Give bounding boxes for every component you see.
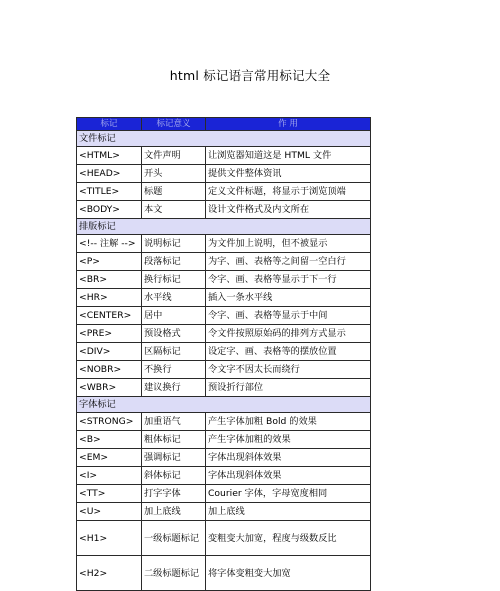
tag-cell: <BR>	[77, 271, 142, 289]
table-row	[77, 325, 371, 343]
table-row	[77, 521, 371, 556]
meaning-cell: 本文	[142, 201, 206, 219]
tag-cell: <HR>	[77, 289, 142, 307]
table-row	[77, 165, 371, 183]
tag-cell: <HEAD>	[77, 165, 142, 183]
function-cell: 预设折行部位	[206, 379, 371, 397]
tag-cell: <U>	[77, 503, 142, 521]
table-row	[77, 431, 371, 449]
function-cell: 令字、画、表格等显示于下一行	[206, 271, 371, 289]
table-row	[77, 379, 371, 397]
meaning-cell: 建议换行	[142, 379, 206, 397]
meaning-cell: 斜体标记	[142, 467, 206, 485]
table-row	[77, 343, 371, 361]
tag-reference-table	[76, 117, 371, 591]
tag-cell: <TITLE>	[77, 183, 142, 201]
table-row	[77, 467, 371, 485]
meaning-cell: 加重语气	[142, 413, 206, 431]
tag-cell: <TT>	[77, 485, 142, 503]
meaning-cell: 预设格式	[142, 325, 206, 343]
function-cell: 设定字、画、表格等的摆放位置	[206, 343, 371, 361]
function-cell: 让浏览器知道这是 HTML 文件	[206, 147, 371, 165]
tag-cell: <H1>	[77, 521, 142, 556]
function-cell: 产生字体加粗的效果	[206, 431, 371, 449]
tag-cell: <NOBR>	[77, 361, 142, 379]
table-row	[77, 485, 371, 503]
meaning-cell: 强调标记	[142, 449, 206, 467]
function-cell: 字体出现斜体效果	[206, 449, 371, 467]
tag-cell: <B>	[77, 431, 142, 449]
table-row	[77, 271, 371, 289]
meaning-cell: 换行标记	[142, 271, 206, 289]
meaning-cell: 文件声明	[142, 147, 206, 165]
meaning-cell: 加上底线	[142, 503, 206, 521]
section-row	[77, 397, 371, 413]
section-name: 字体标记	[77, 397, 371, 413]
section-name: 文件标记	[77, 131, 371, 147]
function-cell: 为文件加上说明，但不被显示	[206, 235, 371, 253]
header-meaning: 标记意义	[142, 118, 206, 131]
table-row	[77, 307, 371, 325]
function-cell: 设计文件格式及内文所在	[206, 201, 371, 219]
table-body	[77, 131, 371, 591]
meaning-cell: 居中	[142, 307, 206, 325]
meaning-cell: 二级标题标记	[142, 556, 206, 591]
meaning-cell: 粗体标记	[142, 431, 206, 449]
table-row	[77, 147, 371, 165]
meaning-cell: 一级标题标记	[142, 521, 206, 556]
tag-cell: <WBR>	[77, 379, 142, 397]
function-cell: 定义文件标题，将显示于浏览顶端	[206, 183, 371, 201]
function-cell: 变粗变大加宽，程度与级数反比	[206, 521, 371, 556]
function-cell: 令文字不因太长而绕行	[206, 361, 371, 379]
meaning-cell: 不换行	[142, 361, 206, 379]
meaning-cell: 水平线	[142, 289, 206, 307]
table-row	[77, 361, 371, 379]
tag-cell: <STRONG>	[77, 413, 142, 431]
tag-cell: <CENTER>	[77, 307, 142, 325]
meaning-cell: 区隔标记	[142, 343, 206, 361]
function-cell: 为字、画、表格等之间留一空白行	[206, 253, 371, 271]
table-row	[77, 253, 371, 271]
section-row	[77, 219, 371, 235]
table-header-row	[77, 118, 371, 131]
meaning-cell: 打字字体	[142, 485, 206, 503]
tag-cell: <HTML>	[77, 147, 142, 165]
table-row	[77, 235, 371, 253]
function-cell: 将字体变粗变大加宽	[206, 556, 371, 591]
tag-cell: <EM>	[77, 449, 142, 467]
table-row	[77, 289, 371, 307]
meaning-cell: 段落标记	[142, 253, 206, 271]
header-tag: 标记	[77, 118, 142, 131]
function-cell: Courier 字体，字母宽度相同	[206, 485, 371, 503]
tag-cell: <BODY>	[77, 201, 142, 219]
meaning-cell: 说明标记	[142, 235, 206, 253]
tag-cell: <DIV>	[77, 343, 142, 361]
section-row	[77, 131, 371, 147]
function-cell: 产生字体加粗 Bold 的效果	[206, 413, 371, 431]
tag-cell: <H2>	[77, 556, 142, 591]
table-row	[77, 183, 371, 201]
function-cell: 加上底线	[206, 503, 371, 521]
table-row	[77, 201, 371, 219]
tag-cell: <!-- 注解 -->	[77, 235, 142, 253]
function-cell: 令文件按照原始码的排列方式显示	[206, 325, 371, 343]
function-cell: 字体出现斜体效果	[206, 467, 371, 485]
tag-cell: <PRE>	[77, 325, 142, 343]
table-row	[77, 503, 371, 521]
tag-cell: <I>	[77, 467, 142, 485]
function-cell: 插入一条水平线	[206, 289, 371, 307]
tag-cell: <P>	[77, 253, 142, 271]
table-row	[77, 556, 371, 591]
document-title: html 标记语言常用标记大全	[169, 68, 331, 83]
function-cell: 提供文件整体资讯	[206, 165, 371, 183]
section-name: 排版标记	[77, 219, 371, 235]
table-row	[77, 449, 371, 467]
table-row	[77, 413, 371, 431]
header-function: 作 用	[206, 118, 371, 131]
meaning-cell: 开头	[142, 165, 206, 183]
function-cell: 令字、画、表格等显示于中间	[206, 307, 371, 325]
meaning-cell: 标题	[142, 183, 206, 201]
